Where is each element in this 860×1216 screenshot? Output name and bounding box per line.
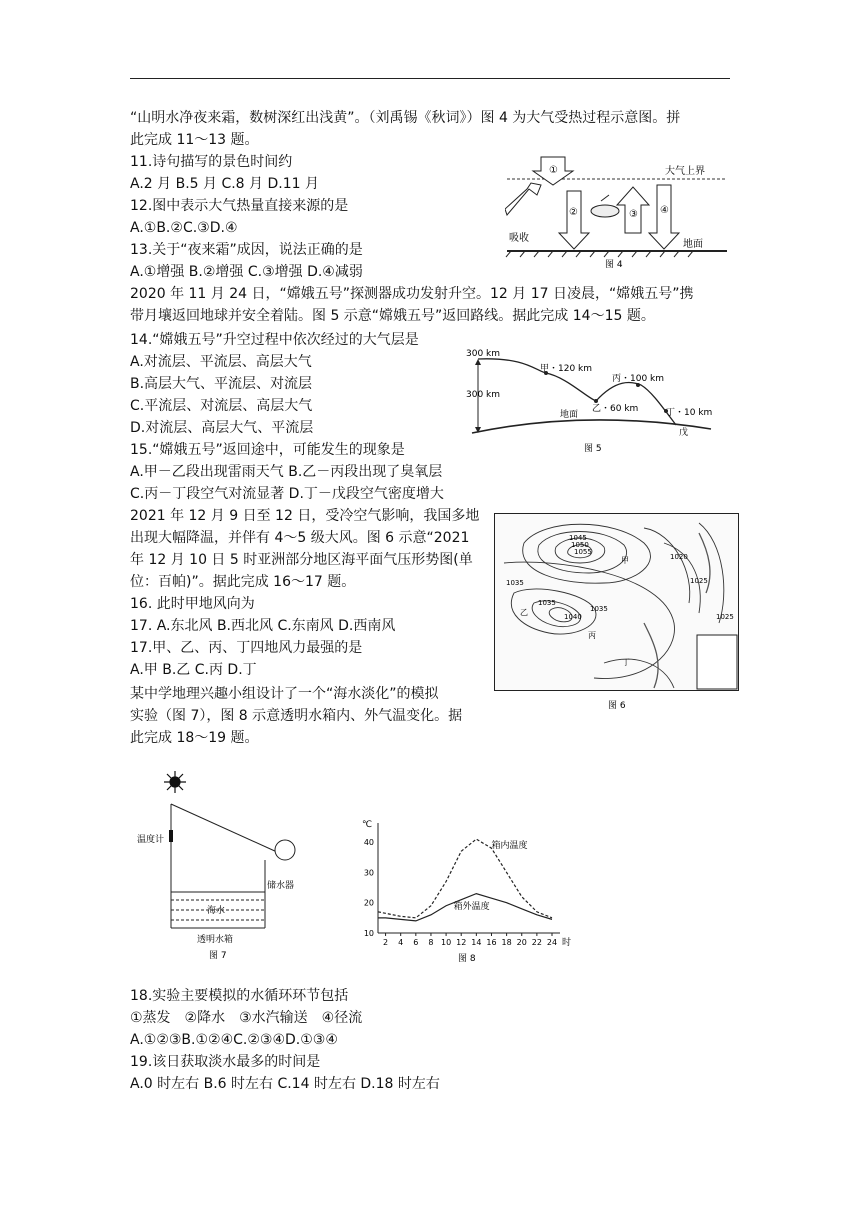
text-line: A.2 月 B.5 月 C.8 月 D.11 月 (130, 176, 319, 192)
svg-text:1025: 1025 (690, 577, 708, 585)
text-line: D.对流层、高层大气、平流层 (130, 420, 314, 436)
text-line: C.丙－丁段空气对流显著 D.丁－戊段空气密度增大 (130, 486, 444, 502)
text-line: 19.该日获取淡水最多的时间是 (130, 1054, 321, 1070)
svg-text:图 4: 图 4 (605, 260, 623, 270)
text-line: 13.关于“夜来霜”成因，说法正确的是 (130, 242, 363, 258)
text-line: ①蒸发 ②降水 ③水汽输送 ④径流 (130, 1010, 363, 1026)
text-line: A.①②③B.①②④C.②③④D.①③④ (130, 1032, 338, 1048)
svg-text:丁: 丁 (622, 658, 630, 667)
text-line: 出现大幅降温，并伴有 4～5 级大风。图 6 示意“2021 (130, 530, 470, 546)
text-line: 15.“嫦娥五号”返回途中，可能发生的现象是 (130, 442, 405, 458)
y-tick-label: 40 (363, 838, 374, 848)
x-tick-label: 24 (546, 938, 558, 947)
svg-text:海水: 海水 (207, 906, 226, 916)
text-line: 实验（图 7），图 8 示意透明水箱内、外气温变化。据 (130, 708, 463, 724)
text-line: 17.甲、乙、丙、丁四地风力最强的是 (130, 640, 363, 656)
x-tick-label: 14 (471, 938, 482, 947)
header-rule (130, 78, 730, 79)
figure-8-chart (352, 815, 582, 965)
svg-text:300 km: 300 km (466, 390, 501, 400)
text-line: A.0 时左右 B.6 时左右 C.14 时左右 D.18 时左右 (130, 1076, 440, 1092)
text-line: 某中学地理兴趣小组设计了一个“海水淡化”的模拟 (130, 686, 439, 702)
svg-text:①: ① (549, 165, 558, 176)
text-line: 年 12 月 10 日 5 时亚洲部分地区海平面气压形势图(单 (130, 552, 473, 568)
x-tick-label: 8 (428, 938, 434, 947)
svg-text:300 km: 300 km (466, 349, 501, 359)
text-line: 18.实验主要模拟的水循环环节包括 (130, 988, 349, 1004)
text-line: 2021 年 12 月 9 日至 12 日，受冷空气影响，我国多地 (130, 508, 480, 524)
svg-text:甲: 甲 (621, 556, 629, 565)
svg-text:1035: 1035 (590, 605, 608, 613)
x-tick-label: 4 (398, 938, 404, 947)
svg-text:1035: 1035 (506, 579, 524, 587)
svg-text:丁・10 km: 丁・10 km (666, 408, 713, 418)
figure-6 (494, 513, 740, 713)
svg-text:丙・100 km: 丙・100 km (612, 374, 665, 384)
x-tick-label: 2 (383, 938, 389, 947)
svg-text:1020: 1020 (670, 553, 688, 561)
text-line: 此完成 11～13 题。 (130, 132, 259, 148)
svg-text:乙・60 km: 乙・60 km (592, 404, 639, 414)
text-line: B.高层大气、平流层、对流层 (130, 376, 313, 392)
svg-text:吸收: 吸收 (509, 233, 529, 244)
series-label: 箱外温度 (453, 901, 490, 912)
fig4-top-label: 大气上界 (665, 166, 705, 177)
svg-text:乙: 乙 (520, 608, 528, 617)
svg-text:④: ④ (660, 205, 669, 216)
text-line: C.平流层、对流层、高层大气 (130, 398, 313, 414)
svg-text:③: ③ (629, 209, 638, 220)
x-axis-label: 时 (562, 938, 572, 948)
series-label: 箱内温度 (491, 841, 528, 852)
text-line: A.对流层、平流层、高层大气 (130, 354, 312, 370)
svg-text:地面: 地面 (683, 239, 703, 250)
text-line: 12.图中表示大气热量直接来源的是 (130, 198, 349, 214)
text-line: 17. A.东北风 B.西北风 C.东南风 D.西南风 (130, 618, 396, 634)
x-tick-label: 10 (440, 938, 452, 947)
text-line: 位：百帕)”。据此完成 16～17 题。 (130, 574, 356, 590)
y-axis-label: ℃ (362, 820, 373, 830)
text-line: A.甲 B.乙 C.丙 D.丁 (130, 662, 257, 678)
x-tick-label: 22 (531, 938, 542, 947)
svg-text:1050: 1050 (571, 541, 589, 549)
svg-text:图 5: 图 5 (584, 444, 602, 454)
figure-5 (466, 345, 721, 455)
svg-text:②: ② (569, 207, 578, 218)
text-line: 11.诗句描写的景色时间约 (130, 154, 293, 170)
text-line: 2020 年 11 月 24 日，“嫦娥五号”探测器成功发射升空。12 月 17 日凌晨，“嫦娥五号”携 (130, 286, 694, 302)
x-tick-label: 16 (486, 938, 497, 947)
text-line: “山明水净夜来霜，数树深红出浅黄”。（刘禹锡《秋词》）图 4 为大气受热过程示意图。拼 (130, 110, 681, 126)
text-line: 此完成 18～19 题。 (130, 730, 259, 746)
svg-text:戊: 戊 (679, 428, 689, 438)
chart-caption: 图 8 (458, 954, 476, 964)
svg-text:1025: 1025 (716, 613, 734, 621)
text-line: A.①增强 B.②增强 C.③增强 D.④减弱 (130, 264, 363, 280)
svg-text:丙: 丙 (588, 631, 596, 640)
svg-text:图 6: 图 6 (608, 701, 626, 711)
x-tick-label: 6 (413, 938, 419, 947)
svg-text:储水器: 储水器 (267, 881, 295, 891)
x-tick-label: 12 (456, 938, 467, 947)
text-line: 14.“嫦娥五号”升空过程中依次经过的大气层是 (130, 332, 419, 348)
y-tick-label: 20 (363, 898, 374, 908)
figure-4 (505, 155, 730, 270)
text-line: 16. 此时甲地风向为 (130, 596, 255, 612)
svg-text:1040: 1040 (564, 613, 582, 621)
text-line: A.甲－乙段出现雷雨天气 B.乙－丙段出现了臭氧层 (130, 464, 443, 480)
x-tick-label: 18 (501, 938, 512, 947)
x-tick-label: 20 (516, 938, 527, 947)
svg-text:图 7: 图 7 (209, 951, 227, 961)
y-tick-label: 30 (363, 868, 374, 878)
svg-text:甲・120 km: 甲・120 km (540, 364, 593, 374)
y-tick-label: 10 (363, 929, 374, 938)
svg-text:温度计: 温度计 (137, 835, 165, 845)
text-line: A.①B.②C.③D.④ (130, 220, 238, 236)
svg-text:地面: 地面 (560, 410, 579, 420)
text-line: 带月壤返回地球并安全着陆。图 5 示意“嫦娥五号”返回路线。据此完成 14～15 题。 (130, 308, 655, 324)
figure-7 (135, 770, 335, 975)
svg-text:1045: 1045 (569, 534, 587, 542)
svg-text:透明水箱: 透明水箱 (197, 935, 234, 945)
svg-text:1035: 1035 (538, 599, 556, 607)
svg-text:1055: 1055 (574, 548, 592, 556)
